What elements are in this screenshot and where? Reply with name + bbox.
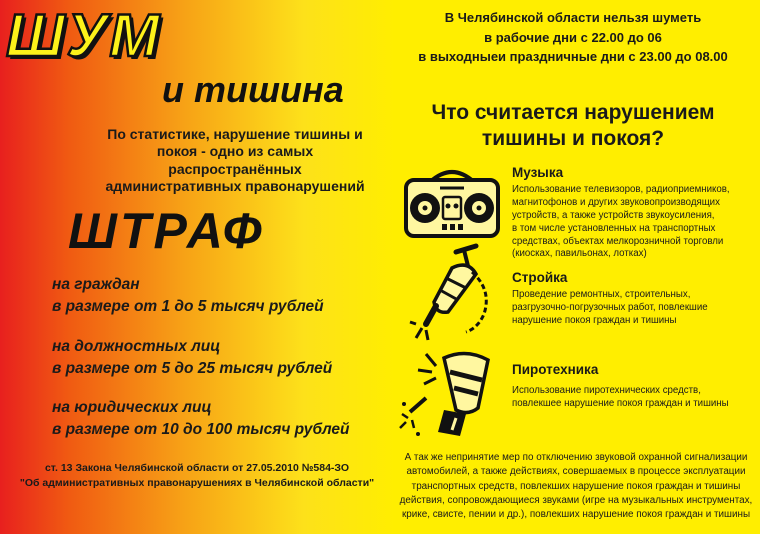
description-line: повлекшее нарушение покоя граждан и тишины [512, 397, 729, 409]
statistics-text: По статистике, нарушение тишины и покоя - одно из самых распространённых административных правонарушений [105, 126, 365, 195]
category-music-description [512, 184, 752, 261]
quiet-hours-intro: В Челябинской области нельзя шуметь [444, 10, 702, 25]
fine-amount: в размере от 1 до 5 тысяч рублей [52, 298, 324, 315]
fine-target: на граждан [52, 276, 140, 293]
category-music-title: Музыка [512, 165, 564, 180]
category-pyrotechnics-description [512, 385, 752, 411]
drill-icon [406, 244, 502, 344]
title-noise: ШУМ [6, 2, 162, 69]
description-line: Проведение ремонтных, строительных, [512, 289, 691, 300]
fine-amount: в размере от 10 до 100 тысяч рублей [52, 421, 350, 438]
additional-line: А так же непринятие мер по отключению звуковой охранной сигнализации [404, 452, 748, 463]
violation-heading [405, 100, 741, 153]
law-reference [18, 461, 376, 490]
law-reference-name: "Об административных правонарушениях в Челябинской области" [19, 476, 375, 489]
fine-legal-entities [52, 397, 349, 441]
category-construction-description [512, 289, 752, 328]
fine-officials [52, 336, 332, 380]
additional-violations [396, 451, 756, 523]
fine-amount: в размере от 5 до 25 тысяч рублей [52, 360, 333, 377]
fine-target: на должностных лиц [52, 338, 221, 355]
description-line: разгрузочно-погрузочных работ, повлекшие [512, 301, 708, 313]
additional-line: крике, свисте, пении и др.), повлекших нарушение покоя граждан и тишины [401, 509, 751, 521]
description-line: магнитофонов и других звуковопроизводящих [512, 196, 720, 208]
violation-heading-line: тишины и покоя? [481, 127, 665, 151]
fine-citizens [52, 274, 324, 318]
description-line: в том числе установленных на транспортных [512, 222, 716, 234]
fine-title: ШТРАФ [68, 203, 265, 259]
violation-heading-line: Что считается нарушением [431, 101, 715, 124]
fireworks-icon [396, 348, 500, 442]
category-construction-title: Стройка [512, 270, 568, 285]
description-line: нарушение покоя граждан и тишины [512, 314, 677, 326]
boombox-icon [400, 160, 504, 242]
fine-target: на юридических лиц [52, 399, 212, 416]
category-pyrotechnics-title: Пиротехника [512, 362, 599, 377]
description-line: (киосках, павильонах, лотках) [512, 248, 647, 260]
description-line: Использование пиротехнических средств, [512, 385, 701, 396]
quiet-hours-weekends: в выходныеи праздничные дни с 23.00 до 08.00 [418, 49, 728, 64]
additional-line: действия, сопровождающиеся звуками (игре на музыкальных инструментах, [399, 495, 753, 507]
law-reference-article: ст. 13 Закона Челябинской области от 27.05.2010 №584-ЗО [44, 462, 350, 474]
description-line: устройств, а также устройств звукоусиления, [512, 209, 715, 221]
additional-line: транспортных средств, повлекших нарушение покоя граждан и тишины [411, 480, 741, 492]
description-line: средствах, объектах мелкорозничной торговли [512, 235, 724, 247]
additional-line: автомобилей, а также действиях, совершаемых в процессе эксплуатации [406, 466, 746, 478]
quiet-hours-rules [402, 8, 744, 67]
quiet-hours-weekdays: в рабочие дни с 22.00 до 06 [484, 29, 662, 45]
description-line: Использование телевизоров, радиоприемников, [512, 184, 730, 195]
title-and-silence: и тишина [162, 69, 344, 110]
